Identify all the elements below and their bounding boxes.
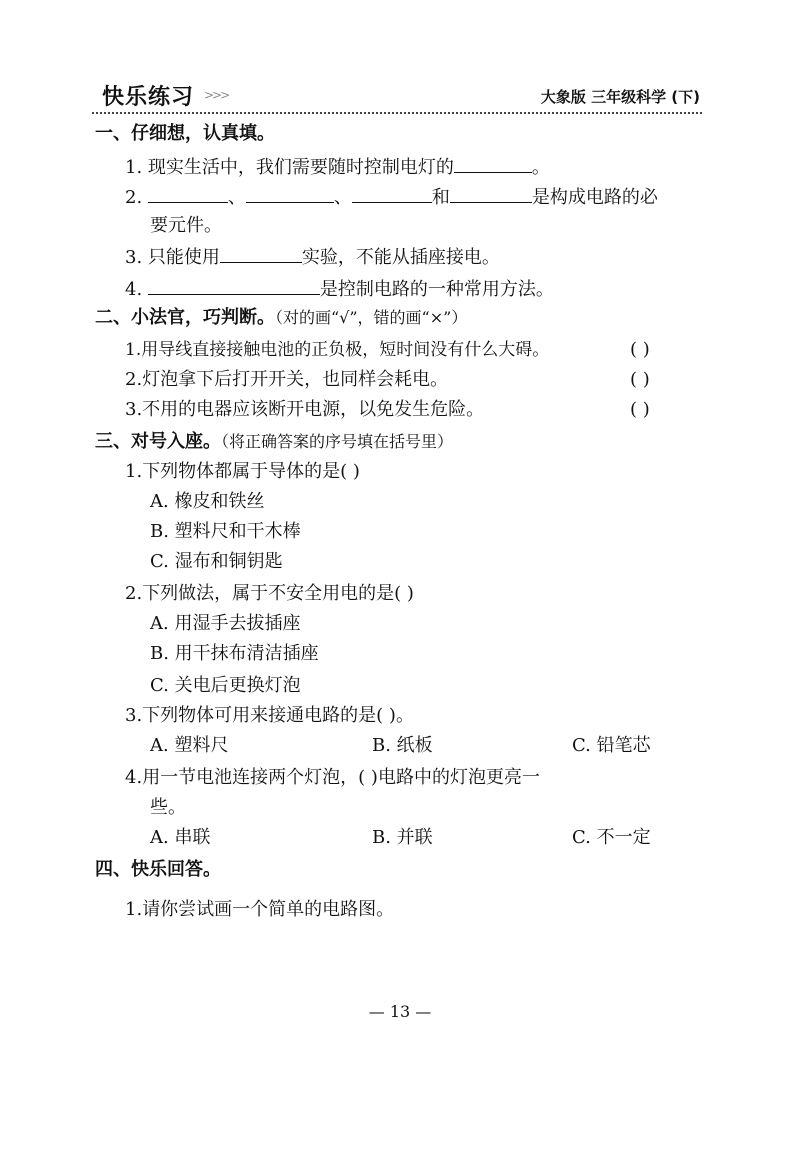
fill-blank[interactable]: [220, 244, 302, 263]
option-c: C. 铅笔芯: [572, 735, 651, 756]
question-number: 3.: [125, 399, 143, 420]
header-title: 快乐练习: [102, 85, 195, 110]
s1-question-3: [125, 244, 500, 270]
option-a: A. 串联: [150, 827, 211, 848]
question-text: 只能使用: [147, 247, 220, 268]
s3-question-1: [125, 460, 360, 484]
section3-title: [95, 430, 453, 454]
question-number: 3.: [125, 247, 143, 268]
conjunction: 和: [431, 187, 450, 208]
question-end: 。: [531, 157, 550, 178]
question-text: 下列物体可用来接通电路的是( )。: [142, 705, 414, 726]
separator: 、: [227, 187, 246, 208]
s4-question-1: [125, 898, 394, 922]
section1-title: 一、仔细想，认真填。: [95, 123, 275, 144]
question-text: 现实生活中，我们需要随时控制电灯的: [147, 157, 454, 178]
question-text: 请你尝试画一个简单的电路图。: [142, 899, 395, 920]
s1-question-2-cont: 要元件。: [150, 215, 222, 236]
s3-question-4: [125, 766, 540, 790]
question-text: 实验，不能从插座接电。: [301, 247, 500, 268]
question-number: 2.: [125, 369, 143, 390]
fill-blank[interactable]: [148, 276, 320, 295]
header-arrows: >>>: [204, 88, 229, 102]
header-edition: 大象版 三年级科学 (下): [540, 88, 700, 106]
section-note: （将正确答案的序号填在括号里）: [221, 432, 454, 451]
s2-item-3: [125, 398, 484, 422]
option-b: B. 并联: [372, 827, 433, 848]
question-number: 1.: [125, 899, 143, 920]
question-number: 1.: [125, 340, 142, 360]
s3-question-4-cont: 些。: [150, 797, 186, 818]
question-text: 灯泡拿下后打开开关，也同样会耗电。: [142, 369, 449, 390]
fill-blank[interactable]: [450, 184, 532, 203]
question-text: 用一节电池连接两个灯泡，( )电路中的灯泡更亮一: [142, 767, 540, 788]
option-b: B. 塑料尺和干木棒: [150, 521, 301, 542]
s1-question-2: [125, 184, 658, 210]
question-text: 下列物体都属于导体的是( ): [142, 461, 360, 482]
question-text: 不用的电器应该断开电源，以免发生危险。: [142, 399, 485, 420]
fill-blank[interactable]: [352, 184, 432, 203]
s2-item-1: [125, 338, 549, 362]
page-header: [92, 78, 702, 114]
question-number: 4.: [125, 279, 143, 300]
question-number: 2.: [125, 583, 143, 604]
option-c: C. 关电后更换灯泡: [150, 675, 301, 696]
answer-parentheses[interactable]: ( ): [630, 369, 650, 390]
s2-item-2: [125, 368, 448, 392]
option-b: B. 用干抹布清洁插座: [150, 643, 319, 664]
question-number: 1.: [125, 157, 143, 178]
option-c: C. 湿布和铜钥匙: [150, 551, 283, 572]
question-number: 4.: [125, 767, 143, 788]
option-a: A. 橡皮和铁丝: [150, 491, 265, 512]
fill-blank[interactable]: [148, 184, 228, 203]
option-b: B. 纸板: [372, 735, 433, 756]
s3-question-2: [125, 582, 414, 606]
option-c: C. 不一定: [572, 827, 651, 848]
s1-question-1: [125, 154, 550, 180]
section4-title: 四、快乐回答。: [95, 859, 221, 880]
page-number: — 13 —: [368, 1002, 432, 1021]
separator: 、: [333, 187, 352, 208]
question-text: 是控制电路的一种常用方法。: [319, 279, 554, 300]
option-a: A. 塑料尺: [150, 735, 229, 756]
fill-blank[interactable]: [246, 184, 334, 203]
answer-parentheses[interactable]: ( ): [630, 399, 650, 420]
header-dotted-divider: [92, 112, 702, 114]
question-text: 用导线直接接触电池的正负极，短时间没有什么大碍。: [141, 340, 550, 360]
option-a: A. 用湿手去拔插座: [150, 613, 301, 634]
s1-question-4: [125, 276, 554, 302]
s3-question-3: [125, 704, 414, 728]
question-text: 下列做法，属于不安全用电的是( ): [142, 583, 414, 604]
section2-title: [95, 306, 467, 330]
question-text: 是构成电路的必: [531, 187, 658, 208]
fill-blank[interactable]: [454, 154, 532, 173]
section-title-text: 二、小法官，巧判断。: [95, 307, 275, 328]
answer-parentheses[interactable]: ( ): [630, 339, 650, 360]
section-note: （对的画“√”，错的画“×”）: [275, 308, 468, 327]
question-number: 2.: [125, 187, 143, 208]
section-title-text: 三、对号入座。: [95, 431, 221, 452]
question-number: 1.: [125, 461, 143, 482]
question-number: 3.: [125, 705, 143, 726]
